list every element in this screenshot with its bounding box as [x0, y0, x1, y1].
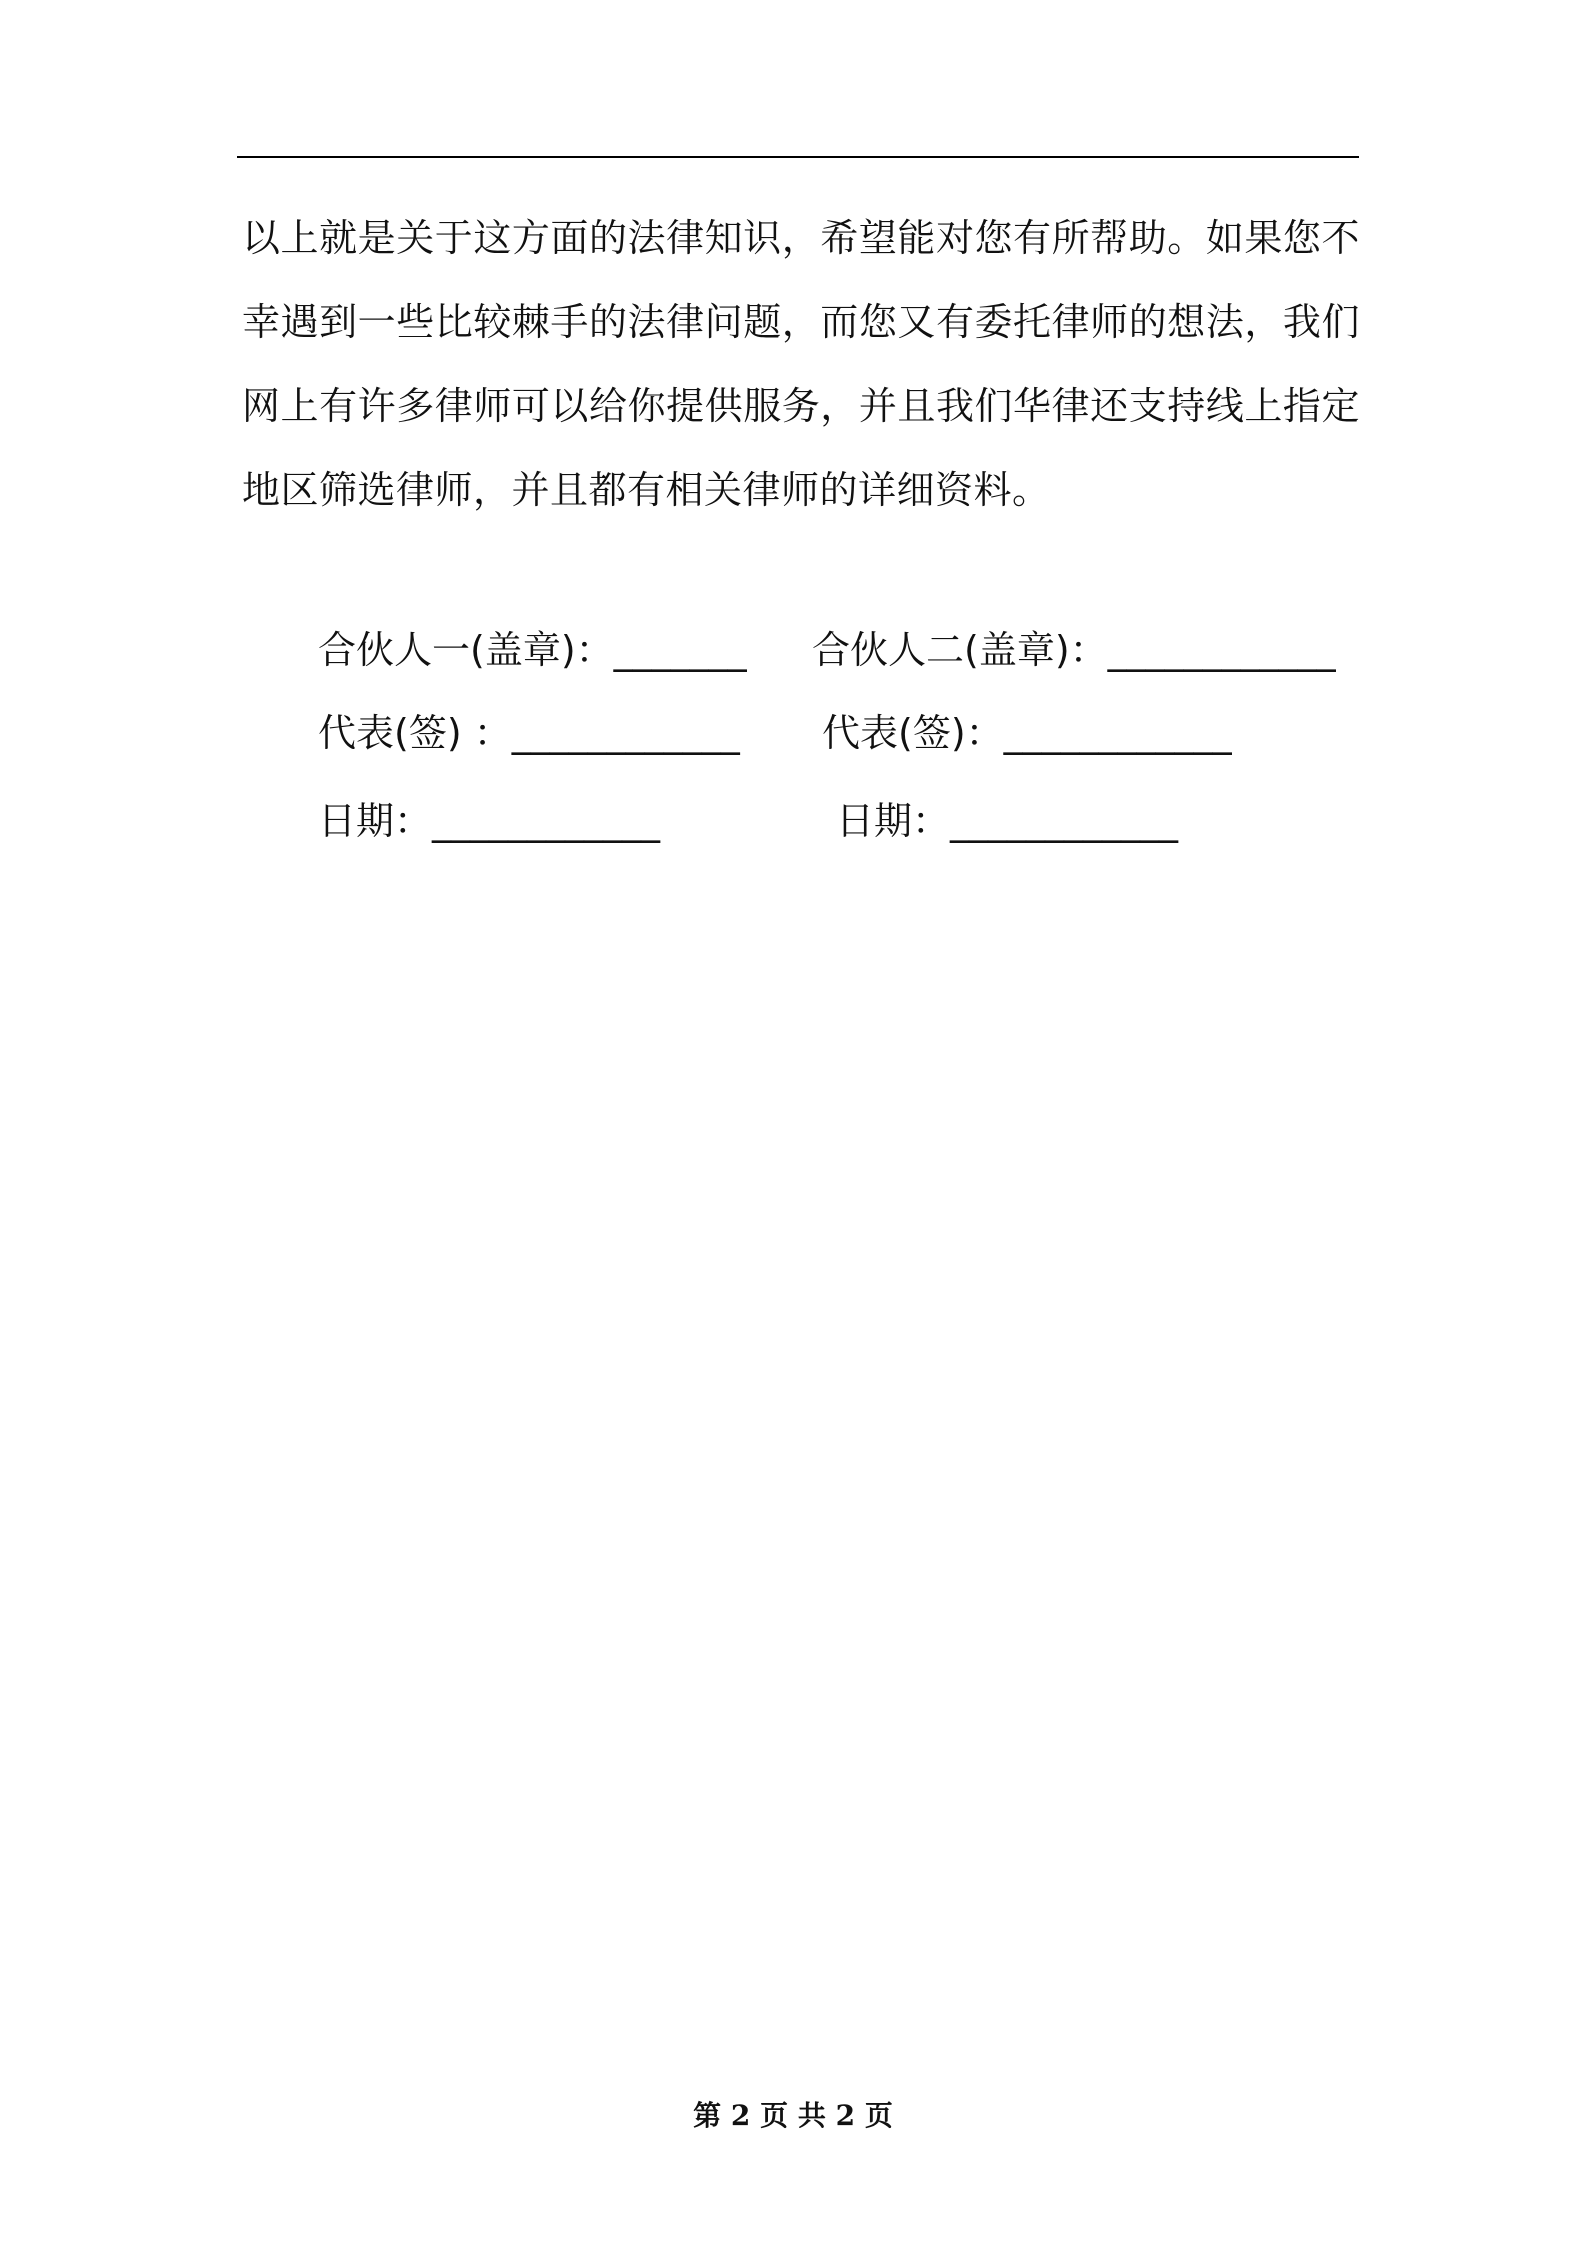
- body-paragraph: 以上就是关于这方面的法律知识，希望能对您有所帮助。如果您不幸遇到一些比较棘手的法律问题，而您又有委托律师的想法，我们网上有许多律师可以给你提供服务，并且我们华律还支持线上指定地区筛选律师，并且都有相关律师的详细资料。: [242, 216, 1360, 512]
- partner2-seal-field: 合伙人二(盖章)：____________: [812, 628, 1336, 672]
- page-number: 第 2 页 共 2 页: [693, 2099, 893, 2132]
- partner1-seal-field: 合伙人一(盖章)：_______: [318, 628, 747, 672]
- rep1-sign-field: 代表(签) ：____________: [318, 711, 740, 755]
- date1-field: 日期：____________: [318, 799, 661, 843]
- header-rule: [237, 156, 1359, 158]
- date2-field: 日期：____________: [836, 799, 1179, 843]
- rep2-sign-field: 代表(签)：____________: [822, 711, 1232, 755]
